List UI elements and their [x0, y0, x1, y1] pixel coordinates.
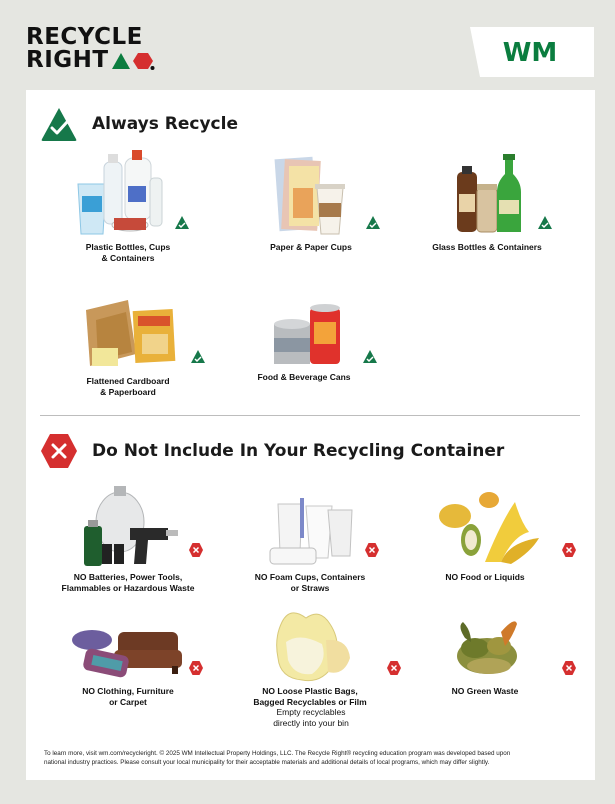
x-badge-icon	[561, 660, 577, 676]
item-label: Paper & Paper Cups	[270, 242, 352, 252]
item-label: NO Green Waste	[451, 686, 519, 696]
check-badge-icon	[365, 215, 381, 231]
section-divider	[40, 415, 580, 416]
x-hexagon-icon	[40, 433, 78, 469]
check-badge-icon	[174, 215, 190, 231]
item-label: Food & Beverage Cans	[257, 372, 351, 382]
item-label: Glass Bottles & Containers	[432, 242, 542, 252]
footer-disclaimer: To learn more, visit wm.com/recycleright. © 2025 WM Intellectual Property Holdings, LLC. The Recycle Right® recycling education program was developed based upon national industry practices. Please consult your local municipality for their acceptable materials and additional details of local programs, which may differ slightly.	[44, 750, 511, 766]
check-badge-icon	[537, 215, 553, 231]
foam-cups-icon	[230, 482, 390, 572]
cans-icon	[224, 282, 384, 372]
x-badge-icon	[386, 660, 402, 676]
brand-line-1: RECYCLE	[26, 24, 143, 50]
plastic-bags-icon	[230, 602, 390, 692]
food-waste-icon	[405, 482, 565, 572]
do-not-include-header	[40, 433, 504, 469]
content-card	[26, 90, 595, 780]
x-badge-icon	[188, 660, 204, 676]
x-badge-icon	[188, 542, 204, 558]
check-triangle-icon	[40, 106, 78, 142]
item-label: NO Food or Liquids	[445, 572, 525, 582]
item-label: NO Clothing, Furniture or Carpet	[82, 686, 174, 707]
recycle-right-logo	[26, 26, 155, 72]
item-label: Flattened Cardboard & Paperboard	[86, 376, 170, 397]
do-not-include-title: Do Not Include In Your Recycling Container	[92, 441, 505, 461]
brand-line-2: RIGHT	[26, 47, 109, 73]
item-label: NO Loose Plastic Bags, Bagged Recyclables or Film	[253, 686, 367, 707]
shapes-icon	[111, 51, 155, 71]
wm-logo	[470, 27, 594, 77]
empty-recyclables-note: Empty recyclables directly into your bin	[273, 707, 349, 728]
item-label: NO Foam Cups, Containers or Straws	[254, 572, 366, 593]
always-recycle-header	[40, 106, 238, 142]
always-recycle-title: Always Recycle	[92, 114, 238, 134]
item-label: NO Batteries, Power Tools, Flammables or Hazardous Waste	[61, 572, 195, 593]
cardboard-icon	[48, 282, 208, 372]
check-badge-icon	[190, 349, 206, 365]
wm-logo-text: WM	[502, 38, 558, 68]
x-badge-icon	[364, 542, 380, 558]
check-badge-icon	[362, 349, 378, 365]
hazardous-waste-icon	[48, 482, 208, 572]
green-waste-icon	[405, 602, 565, 692]
item-label: Plastic Bottles, Cups & Containers	[85, 242, 171, 263]
x-badge-icon	[561, 542, 577, 558]
furniture-icon	[48, 602, 208, 692]
